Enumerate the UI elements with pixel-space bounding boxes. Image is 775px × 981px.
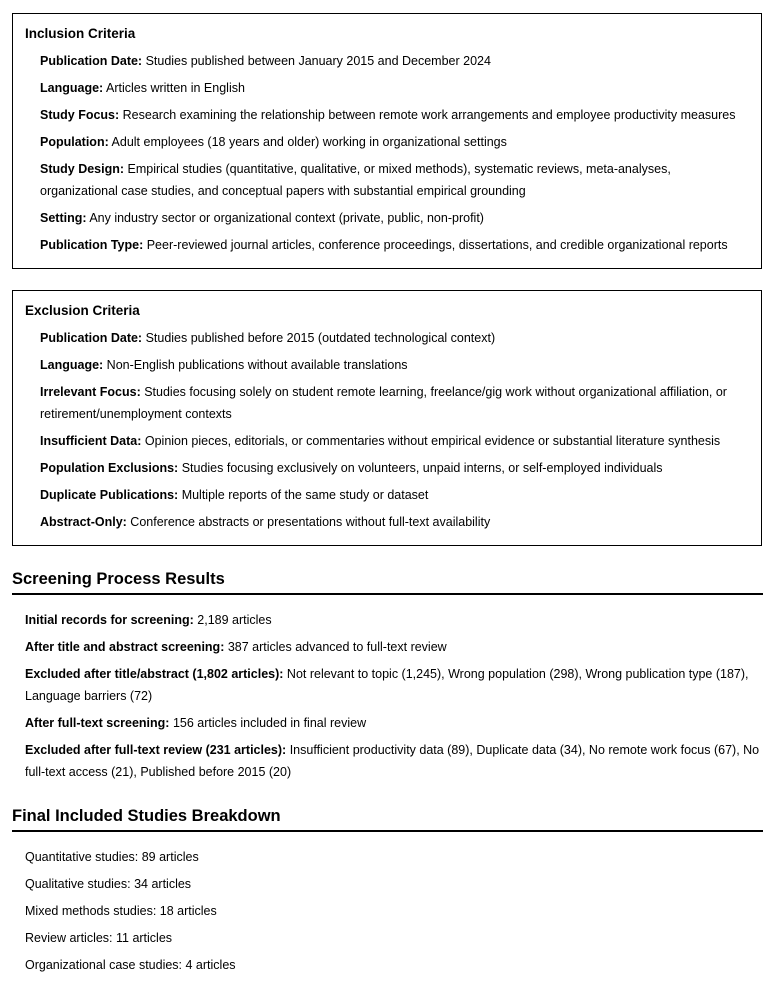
breakdown-item-mixed-methods: Mixed methods studies: 18 articles: [25, 904, 217, 918]
item-label: Population:: [40, 135, 109, 149]
item-text: Insufficient productivity data (89), Duplicate data (34), No remote work focus (67), No full-text access (21), Published before 2015 (20): [25, 743, 760, 779]
item-label: Excluded after title/abstract (1,802 articles):: [25, 667, 284, 681]
item-label: Publication Date:: [40, 54, 143, 68]
item-text: Adult employees (18 years and older) working in organizational settings: [108, 135, 507, 149]
item-text: Non-English publications without available translations: [103, 358, 408, 372]
item-text: Studies focusing solely on student remote learning, freelance/gig work without organizational affiliation, or retirement/unemployment contexts: [40, 385, 727, 421]
exclusion-item-publication-date: [40, 327, 749, 349]
item-text: Studies published between January 2015 and December 2024: [142, 54, 491, 68]
item-text: Any industry sector or organizational context (private, public, non-profit): [86, 211, 484, 225]
item-label: Population Exclusions:: [40, 461, 179, 475]
item-text: Studies focusing exclusively on volunteers, unpaid interns, or self-employed individuals: [178, 461, 663, 475]
screening-process-title: Screening Process Results: [12, 569, 763, 595]
inclusion-item-study-design: [40, 158, 749, 202]
exclusion-item-population-exclusions: [40, 457, 749, 479]
screening-item-initial-records: [25, 609, 763, 631]
inclusion-item-publication-date: [40, 50, 749, 72]
screening-item-excluded-full-text: [25, 739, 763, 783]
item-text: Multiple reports of the same study or dataset: [178, 488, 429, 502]
item-label: Irrelevant Focus:: [40, 385, 141, 399]
breakdown-item-qualitative: Qualitative studies: 34 articles: [25, 877, 192, 891]
item-text: 2,189 articles: [193, 613, 272, 627]
inclusion-item-population: [40, 131, 749, 153]
item-text: Opinion pieces, editorials, or commentaries without empirical evidence or substantial literature synthesis: [141, 434, 721, 448]
screening-process-section: [12, 569, 763, 783]
item-label: Publication Date:: [40, 331, 143, 345]
item-label: After full-text screening:: [25, 716, 170, 730]
item-label: Setting:: [40, 211, 87, 225]
item-text: Not relevant to topic (1,245), Wrong population (298), Wrong publication type (187), Language barriers (72): [25, 667, 749, 703]
item-label: Language:: [40, 358, 104, 372]
breakdown-item-organizational-case: Organizational case studies: 4 articles: [25, 958, 236, 972]
item-text: Studies published before 2015 (outdated technological context): [142, 331, 496, 345]
item-label: Publication Type:: [40, 238, 144, 252]
item-label: Abstract-Only:: [40, 515, 127, 529]
inclusion-criteria-title: Inclusion Criteria: [25, 26, 136, 41]
item-label: Initial records for screening:: [25, 613, 194, 627]
breakdown-item-review-articles: Review articles: 11 articles: [25, 931, 173, 945]
exclusion-criteria-title: Exclusion Criteria: [25, 303, 140, 318]
inclusion-item-publication-type: [40, 234, 749, 256]
item-label: Study Design:: [40, 162, 125, 176]
screening-item-full-text: [25, 712, 763, 734]
final-breakdown-section: [12, 806, 763, 976]
exclusion-item-abstract-only: [40, 511, 749, 533]
screening-item-title-abstract: [25, 636, 763, 658]
exclusion-item-insufficient-data: [40, 430, 749, 452]
item-label: Excluded after full-text review (231 articles):: [25, 743, 287, 757]
exclusion-item-irrelevant-focus: [40, 381, 749, 425]
final-breakdown-items: [25, 846, 763, 976]
item-text: Empirical studies (quantitative, qualitative, or mixed methods), systematic reviews, meta-analyses, organizational case studies, and conceptual papers with substantial empirical grounding: [40, 162, 671, 198]
inclusion-item-setting: [40, 207, 749, 229]
item-label: Duplicate Publications:: [40, 488, 179, 502]
item-label: Insufficient Data:: [40, 434, 142, 448]
item-text: 387 articles advanced to full-text review: [224, 640, 447, 654]
item-label: Study Focus:: [40, 108, 120, 122]
document-page: [0, 13, 775, 976]
item-text: Peer-reviewed journal articles, conference proceedings, dissertations, and credible organizational reports: [143, 238, 728, 252]
breakdown-item-quantitative: Quantitative studies: 89 articles: [25, 850, 199, 864]
exclusion-item-duplicate-publications: [40, 484, 749, 506]
exclusion-item-language: [40, 354, 749, 376]
item-label: After title and abstract screening:: [25, 640, 225, 654]
item-text: 156 articles included in final review: [169, 716, 367, 730]
item-text: Articles written in English: [103, 81, 245, 95]
screening-process-items: [25, 609, 763, 783]
inclusion-criteria-box: [12, 13, 762, 269]
inclusion-item-language: [40, 77, 749, 99]
item-text: Research examining the relationship between remote work arrangements and employee productivity measures: [119, 108, 736, 122]
screening-item-excluded-title-abstract: [25, 663, 763, 707]
exclusion-criteria-box: [12, 290, 762, 546]
item-label: Language:: [40, 81, 104, 95]
inclusion-item-study-focus: [40, 104, 749, 126]
final-breakdown-title: Final Included Studies Breakdown: [12, 806, 763, 832]
item-text: Conference abstracts or presentations without full-text availability: [126, 515, 491, 529]
